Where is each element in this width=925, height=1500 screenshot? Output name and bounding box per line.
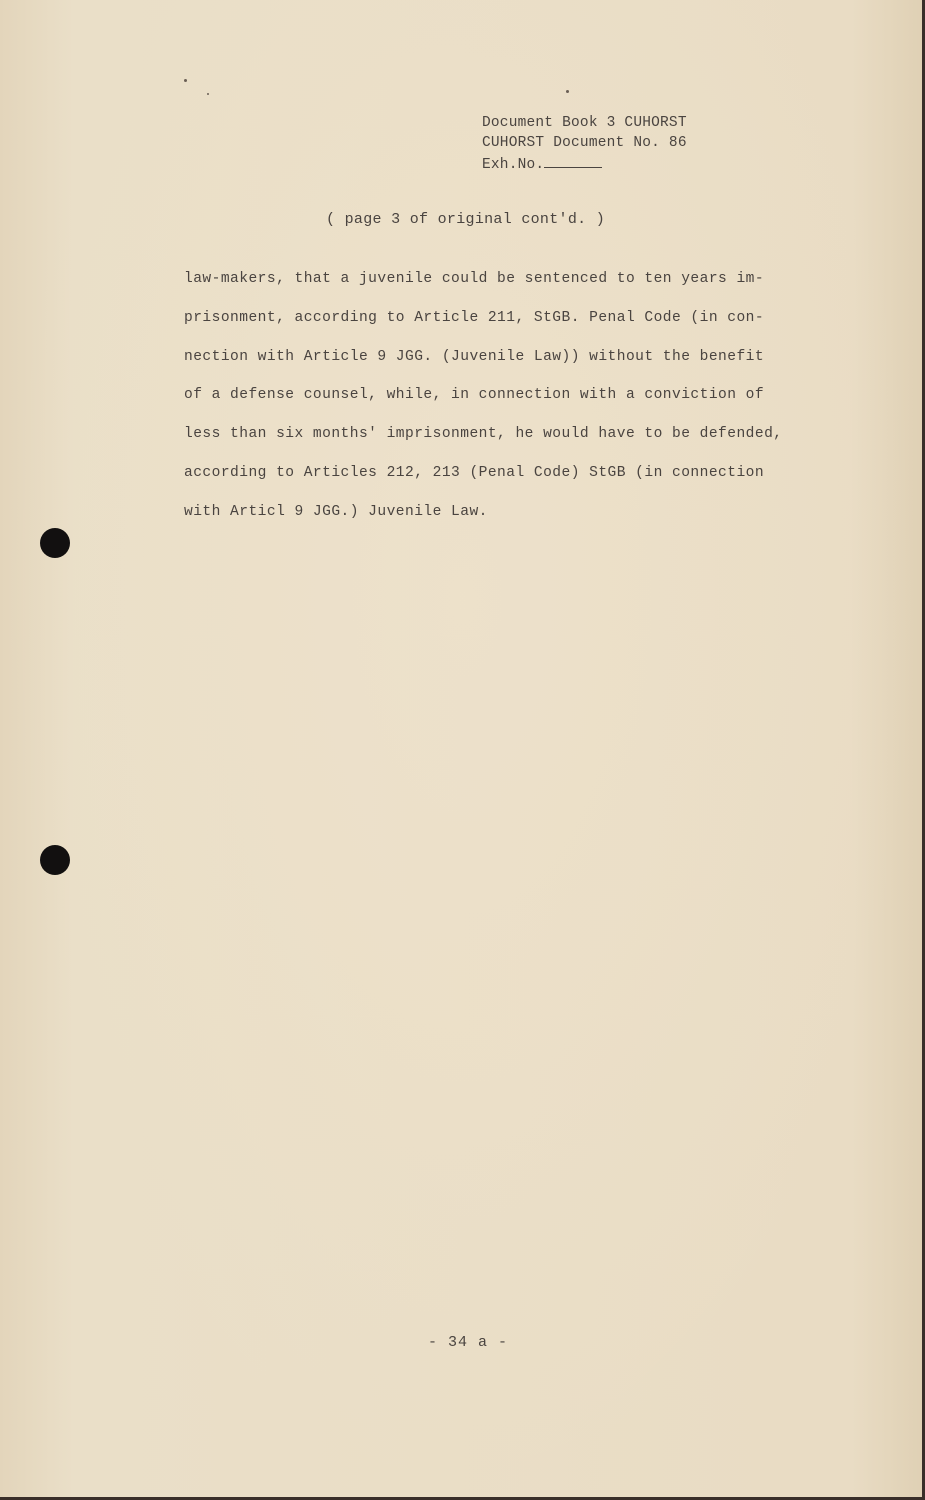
paper-speck <box>207 93 209 95</box>
continuation-subheading: ( page 3 of original cont'd. ) <box>326 211 606 228</box>
exhibit-label: Exh.No. <box>482 157 545 173</box>
punch-hole-lower <box>40 845 70 875</box>
body-line: law-makers, that a juvenile could be sentenced to ten years im- <box>184 271 765 287</box>
paper-speck <box>566 90 569 93</box>
exhibit-number-blank <box>544 153 602 168</box>
punch-hole-upper <box>40 528 70 558</box>
body-line: according to Articles 212, 213 (Penal Code) StGB (in connection <box>184 464 765 481</box>
body-line: with Articl 9 JGG.) Juvenile Law. <box>184 503 488 520</box>
paper-speck <box>184 79 187 82</box>
page-number: - 34 a - <box>428 1334 509 1351</box>
body-paragraph <box>184 268 804 540</box>
body-line: nection with Article 9 JGG. (Juvenile Law)) without the benefit <box>184 348 765 365</box>
body-line: of a defense counsel, while, in connection with a conviction of <box>184 387 765 404</box>
exhibit-number-line <box>482 153 687 176</box>
document-book-line: Document Book 3 CUHORST <box>482 115 687 131</box>
document-number-line: CUHORST Document No. 86 <box>482 134 687 151</box>
body-line: prisonment, according to Article 211, StGB. Penal Code (in con- <box>184 309 765 326</box>
document-reference-header <box>482 114 687 176</box>
body-line: less than six months' imprisonment, he would have to be defended, <box>184 426 783 443</box>
